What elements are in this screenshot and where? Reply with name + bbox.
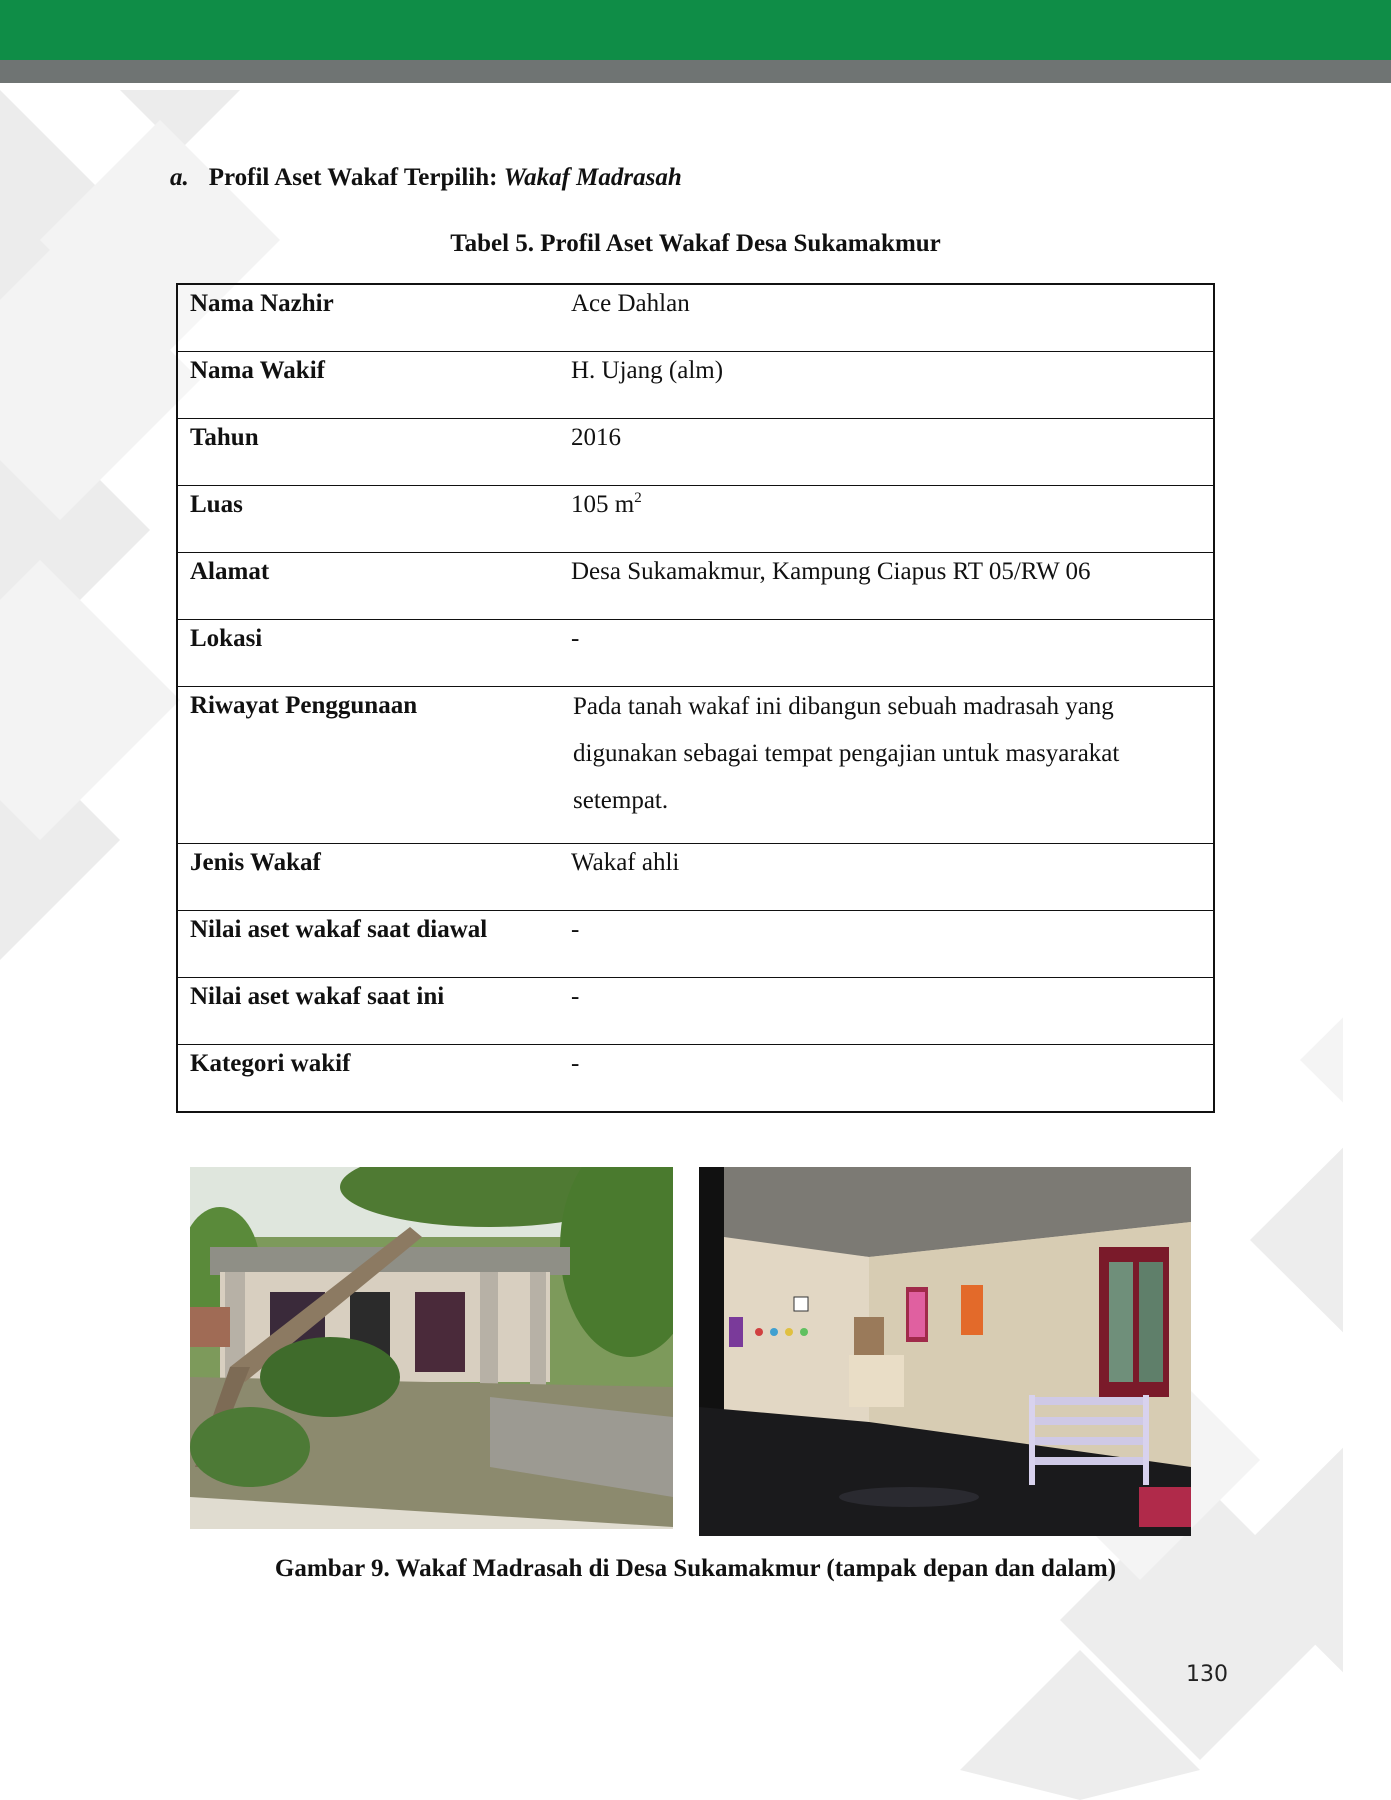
table-caption: Tabel 5. Profil Aset Wakaf Desa Sukamakmur bbox=[450, 230, 941, 257]
table-row bbox=[177, 687, 1214, 844]
section-letter: a. bbox=[170, 164, 189, 191]
table-row bbox=[177, 284, 1214, 352]
row-value: - bbox=[559, 620, 1214, 687]
table-row bbox=[177, 486, 1214, 553]
row-value: H. Ujang (alm) bbox=[559, 352, 1214, 419]
row-value: - bbox=[559, 1045, 1214, 1113]
page-number: 130 bbox=[1186, 1662, 1228, 1687]
table-row bbox=[177, 1045, 1214, 1113]
area-value: 105 m bbox=[571, 491, 635, 518]
table-row bbox=[177, 844, 1214, 911]
row-value: - bbox=[559, 911, 1214, 978]
row-label: Lokasi bbox=[177, 620, 559, 687]
row-label: Luas bbox=[177, 486, 559, 553]
table-row bbox=[177, 419, 1214, 486]
table-row bbox=[177, 553, 1214, 620]
usage-history-text bbox=[571, 683, 1201, 824]
row-value: Desa Sukamakmur, Kampung Ciapus RT 05/RW 06 bbox=[559, 553, 1214, 620]
table-row bbox=[177, 978, 1214, 1045]
row-label: Nama Nazhir bbox=[177, 284, 559, 352]
row-value-paragraph bbox=[559, 687, 1214, 844]
section-title: Profil Aset Wakaf Terpilih: bbox=[208, 164, 504, 191]
usage-line: Pada tanah wakaf ini dibangun sebuah madrasah yang bbox=[573, 693, 1114, 720]
row-label: Nilai aset wakaf saat diawal bbox=[177, 911, 559, 978]
usage-line: digunakan sebagai tempat pengajian untuk masyarakat bbox=[573, 740, 1120, 767]
usage-line: setempat. bbox=[573, 787, 669, 814]
table-row bbox=[177, 620, 1214, 687]
row-value: Ace Dahlan bbox=[559, 284, 1214, 352]
row-label: Nilai aset wakaf saat ini bbox=[177, 978, 559, 1045]
table-row bbox=[177, 352, 1214, 419]
profile-table bbox=[176, 283, 1215, 1113]
row-label: Tahun bbox=[177, 419, 559, 486]
row-value: Wakaf ahli bbox=[559, 844, 1214, 911]
row-value: - bbox=[559, 978, 1214, 1045]
row-label: Alamat bbox=[177, 553, 559, 620]
row-value: 2016 bbox=[559, 419, 1214, 486]
row-label: Riwayat Penggunaan bbox=[177, 687, 559, 844]
row-label: Jenis Wakaf bbox=[177, 844, 559, 911]
section-title-italic: Wakaf Madrasah bbox=[503, 164, 682, 191]
row-label: Nama Wakif bbox=[177, 352, 559, 419]
figure-caption: Gambar 9. Wakaf Madrasah di Desa Sukamakmur (tampak depan dan dalam) bbox=[274, 1555, 1117, 1582]
photo-madrasah-front bbox=[190, 1167, 673, 1529]
area-unit-superscript: 2 bbox=[634, 490, 642, 506]
photo-madrasah-interior bbox=[699, 1167, 1191, 1536]
table-row bbox=[177, 911, 1214, 978]
row-value-area bbox=[559, 486, 1214, 553]
section-heading bbox=[170, 164, 682, 192]
row-label: Kategori wakif bbox=[177, 1045, 559, 1113]
